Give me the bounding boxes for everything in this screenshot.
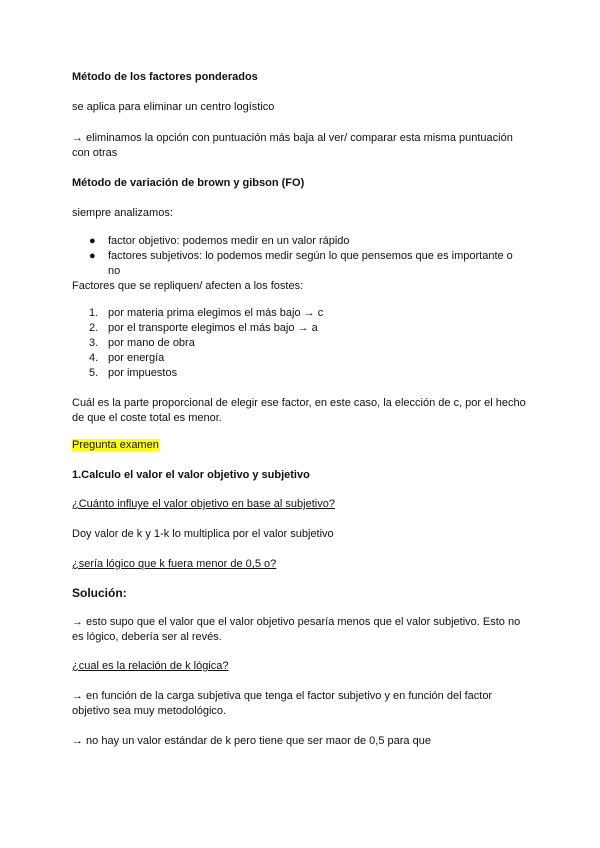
bullet-list: [72, 234, 528, 279]
paragraph-eliminamos: → eliminamos la opción con puntuación más baja al ver/ comparar esta misma puntuación con otras: [72, 132, 513, 159]
bullet-icon: ●: [89, 235, 96, 247]
list-item: ● factor objetivo: podemos medir en un valor rápido: [89, 235, 350, 247]
bullet-icon: ●: [89, 250, 96, 262]
numbered-list: [72, 306, 528, 381]
paragraph-esto-supo: → esto supo que el valor que el valor objetivo pesaría menos que el valor subjetivo. Esto no es lógico, debería ser al revés.: [72, 616, 521, 643]
paragraph-doy-valor: Doy valor de k y 1-k lo multiplica por el valor subjetivo: [72, 528, 334, 540]
paragraph-parte-proporcional: Cuál es la parte proporcional de elegir ese factor, en este caso, la elección de c, por el hecho de que el coste total es menor.: [72, 397, 526, 424]
paragraph-siempre-analizamos: siempre analizamos:: [72, 207, 173, 219]
paragraph-carga-subjetiva: → en función de la carga subjetiva que tenga el factor subjetivo y en función del factor objetivo sea muy metodológico.: [72, 690, 493, 717]
list-item: 3. por mano de obra: [89, 337, 195, 349]
paragraph-valor-estandar: → no hay un valor estándar de k pero tiene que ser maor de 0,5 para que: [72, 735, 431, 747]
heading-brown-gibson: Método de variación de brown y gibson (FO): [72, 177, 305, 189]
question-cuanto-influye: ¿Cuánto influye el valor objetivo en base al subjetivo?: [72, 498, 335, 510]
heading-solucion: Solución:: [72, 586, 127, 600]
list-item: ● factores subjetivos: lo podemos medir según lo que pensemos que es importante o no: [89, 250, 513, 277]
highlight-pregunta-examen: Pregunta examen: [72, 439, 159, 451]
paragraph-factores-repliquen: Factores que se repliquen/ afecten a los fostes:: [72, 280, 304, 292]
paragraph-centro-logistico: se aplica para eliminar un centro logístico: [72, 101, 275, 113]
heading-factores-ponderados: Método de los factores ponderados: [72, 71, 258, 83]
heading-calculo-valor: 1.Calculo el valor el valor objetivo y subjetivo: [72, 469, 310, 481]
question-relacion-k: ¿cual es la relación de k lógica?: [72, 660, 229, 672]
list-item: 2. por el transporte elegimos el más bajo → a: [89, 322, 318, 334]
list-item: 4. por energía: [89, 352, 165, 364]
question-seria-logico: ¿sería lógico que k fuera menor de 0,5 o?: [72, 558, 277, 570]
list-item: 5. por impuestos: [89, 367, 178, 379]
list-item: 1. por materia prima elegimos el más bajo → c: [89, 307, 324, 319]
